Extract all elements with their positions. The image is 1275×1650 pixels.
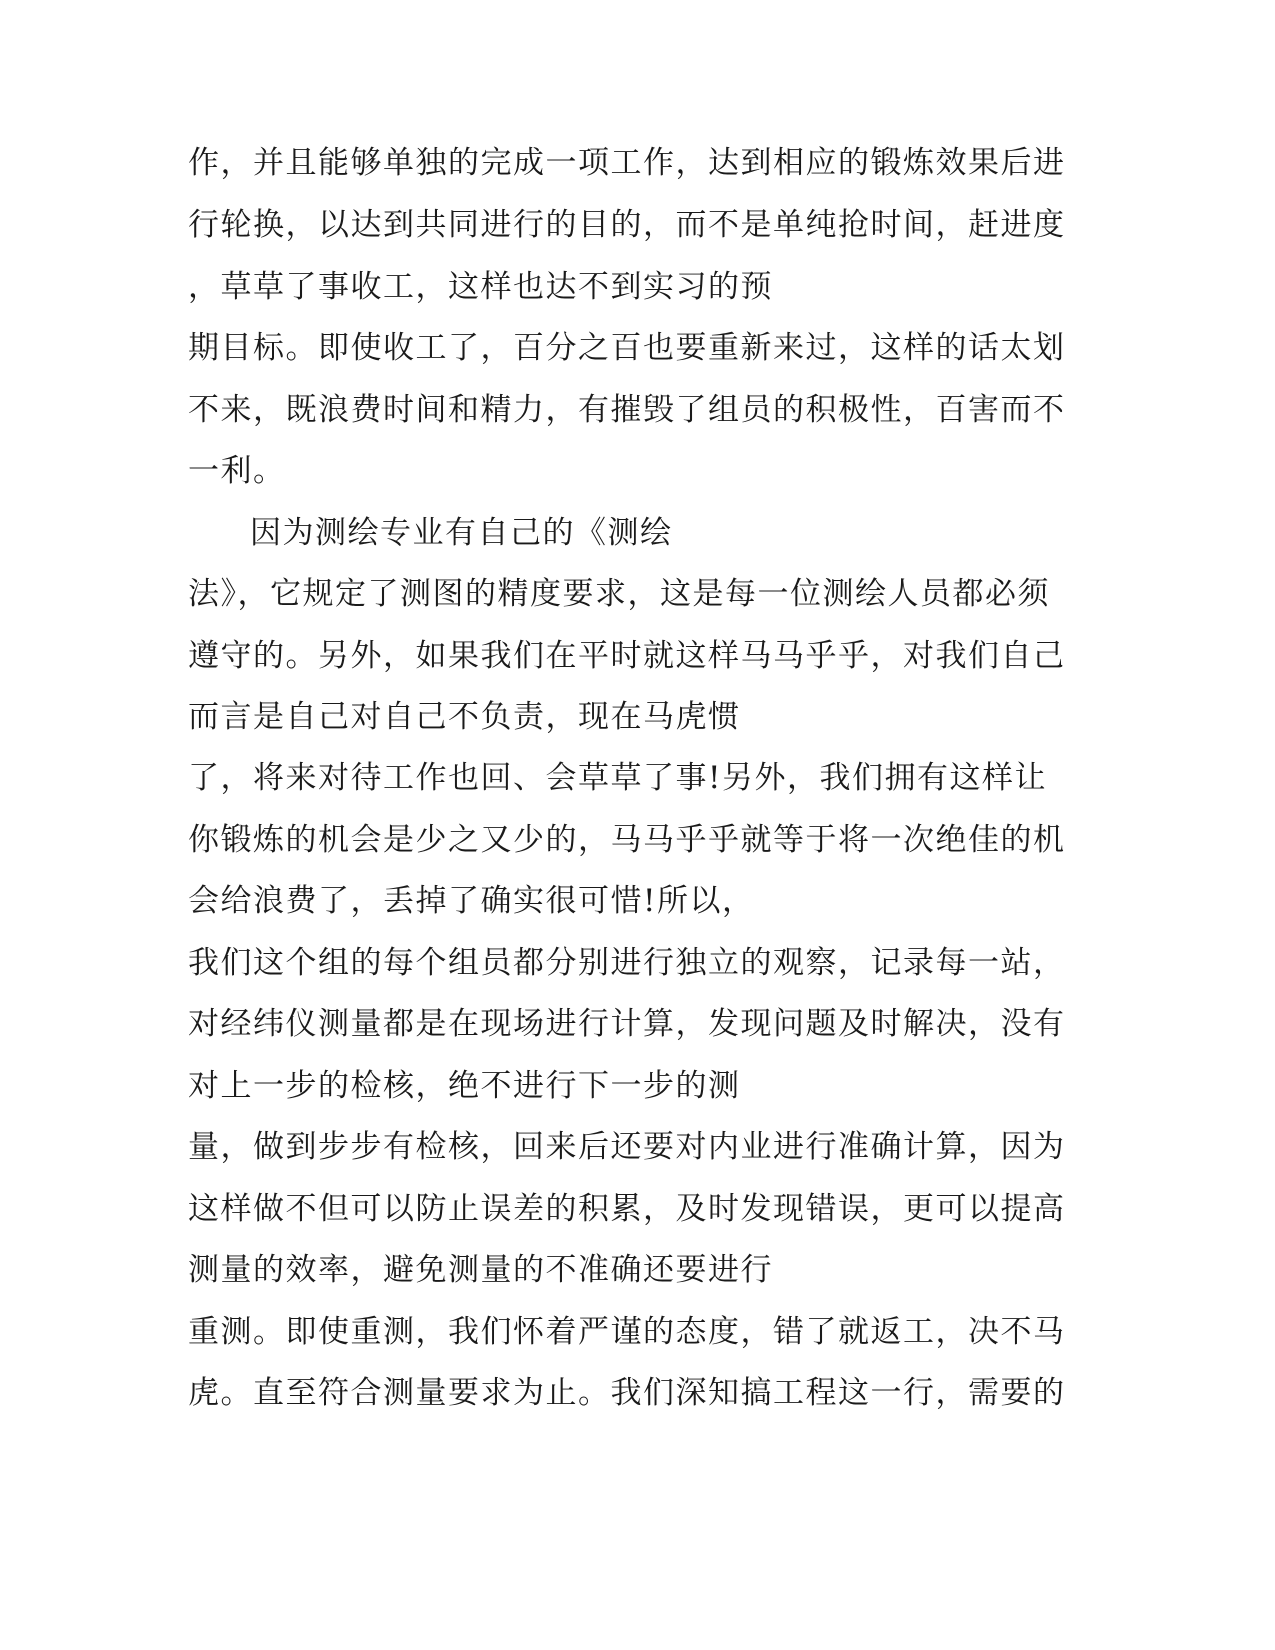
- text-line: 了，将来对待工作也回、会草草了事!另外，我们拥有这样让: [188, 760, 1047, 796]
- text-line: ，草草了事收工，这样也达不到实习的预: [188, 269, 773, 305]
- text-line: 对上一步的检核，绝不进行下一步的测: [188, 1068, 741, 1104]
- text-line: 重测。即使重测，我们怀着严谨的态度，错了就返工，决不马: [188, 1314, 1066, 1350]
- text-line: 遵守的。另外，如果我们在平时就这样马马乎乎，对我们自己: [188, 638, 1066, 674]
- text-line: 不来，既浪费时间和精力，有摧毁了组员的积极性，百害而不: [188, 392, 1066, 428]
- text-line: 法》，它规定了测图的精度要求，这是每一位测绘人员都必须: [188, 576, 1050, 612]
- text-line: 对经纬仪测量都是在现场进行计算，发现问题及时解决，没有: [188, 1006, 1066, 1042]
- text-line: 而言是自己对自己不负责，现在马虎惯: [188, 699, 741, 735]
- text-line: 期目标。即使收工了，百分之百也要重新来过，这样的话太划: [188, 330, 1066, 366]
- text-line: 量，做到步步有检核，回来后还要对内业进行准确计算，因为: [188, 1129, 1066, 1165]
- text-line: 你锻炼的机会是少之又少的，马马乎乎就等于将一次绝佳的机: [188, 822, 1066, 858]
- text-line: 会给浪费了，丢掉了确实很可惜!所以，: [188, 883, 755, 919]
- paragraph-first-line: 因为测绘专业有自己的《测绘: [250, 515, 673, 551]
- text-line: 这样做不但可以防止误差的积累，及时发现错误，更可以提高: [188, 1191, 1066, 1227]
- text-line: 作，并且能够单独的完成一项工作，达到相应的锻炼效果后进: [188, 145, 1066, 181]
- text-line: 虎。直至符合测量要求为止。我们深知搞工程这一行，需要的: [188, 1375, 1066, 1411]
- text-line: 一利。: [188, 453, 286, 489]
- text-line: 我们这个组的每个组员都分别进行独立的观察，记录每一站，: [188, 945, 1066, 981]
- text-line: 行轮换，以达到共同进行的目的，而不是单纯抢时间，赶进度: [188, 207, 1066, 243]
- text-line: 测量的效率，避免测量的不准确还要进行: [188, 1252, 773, 1288]
